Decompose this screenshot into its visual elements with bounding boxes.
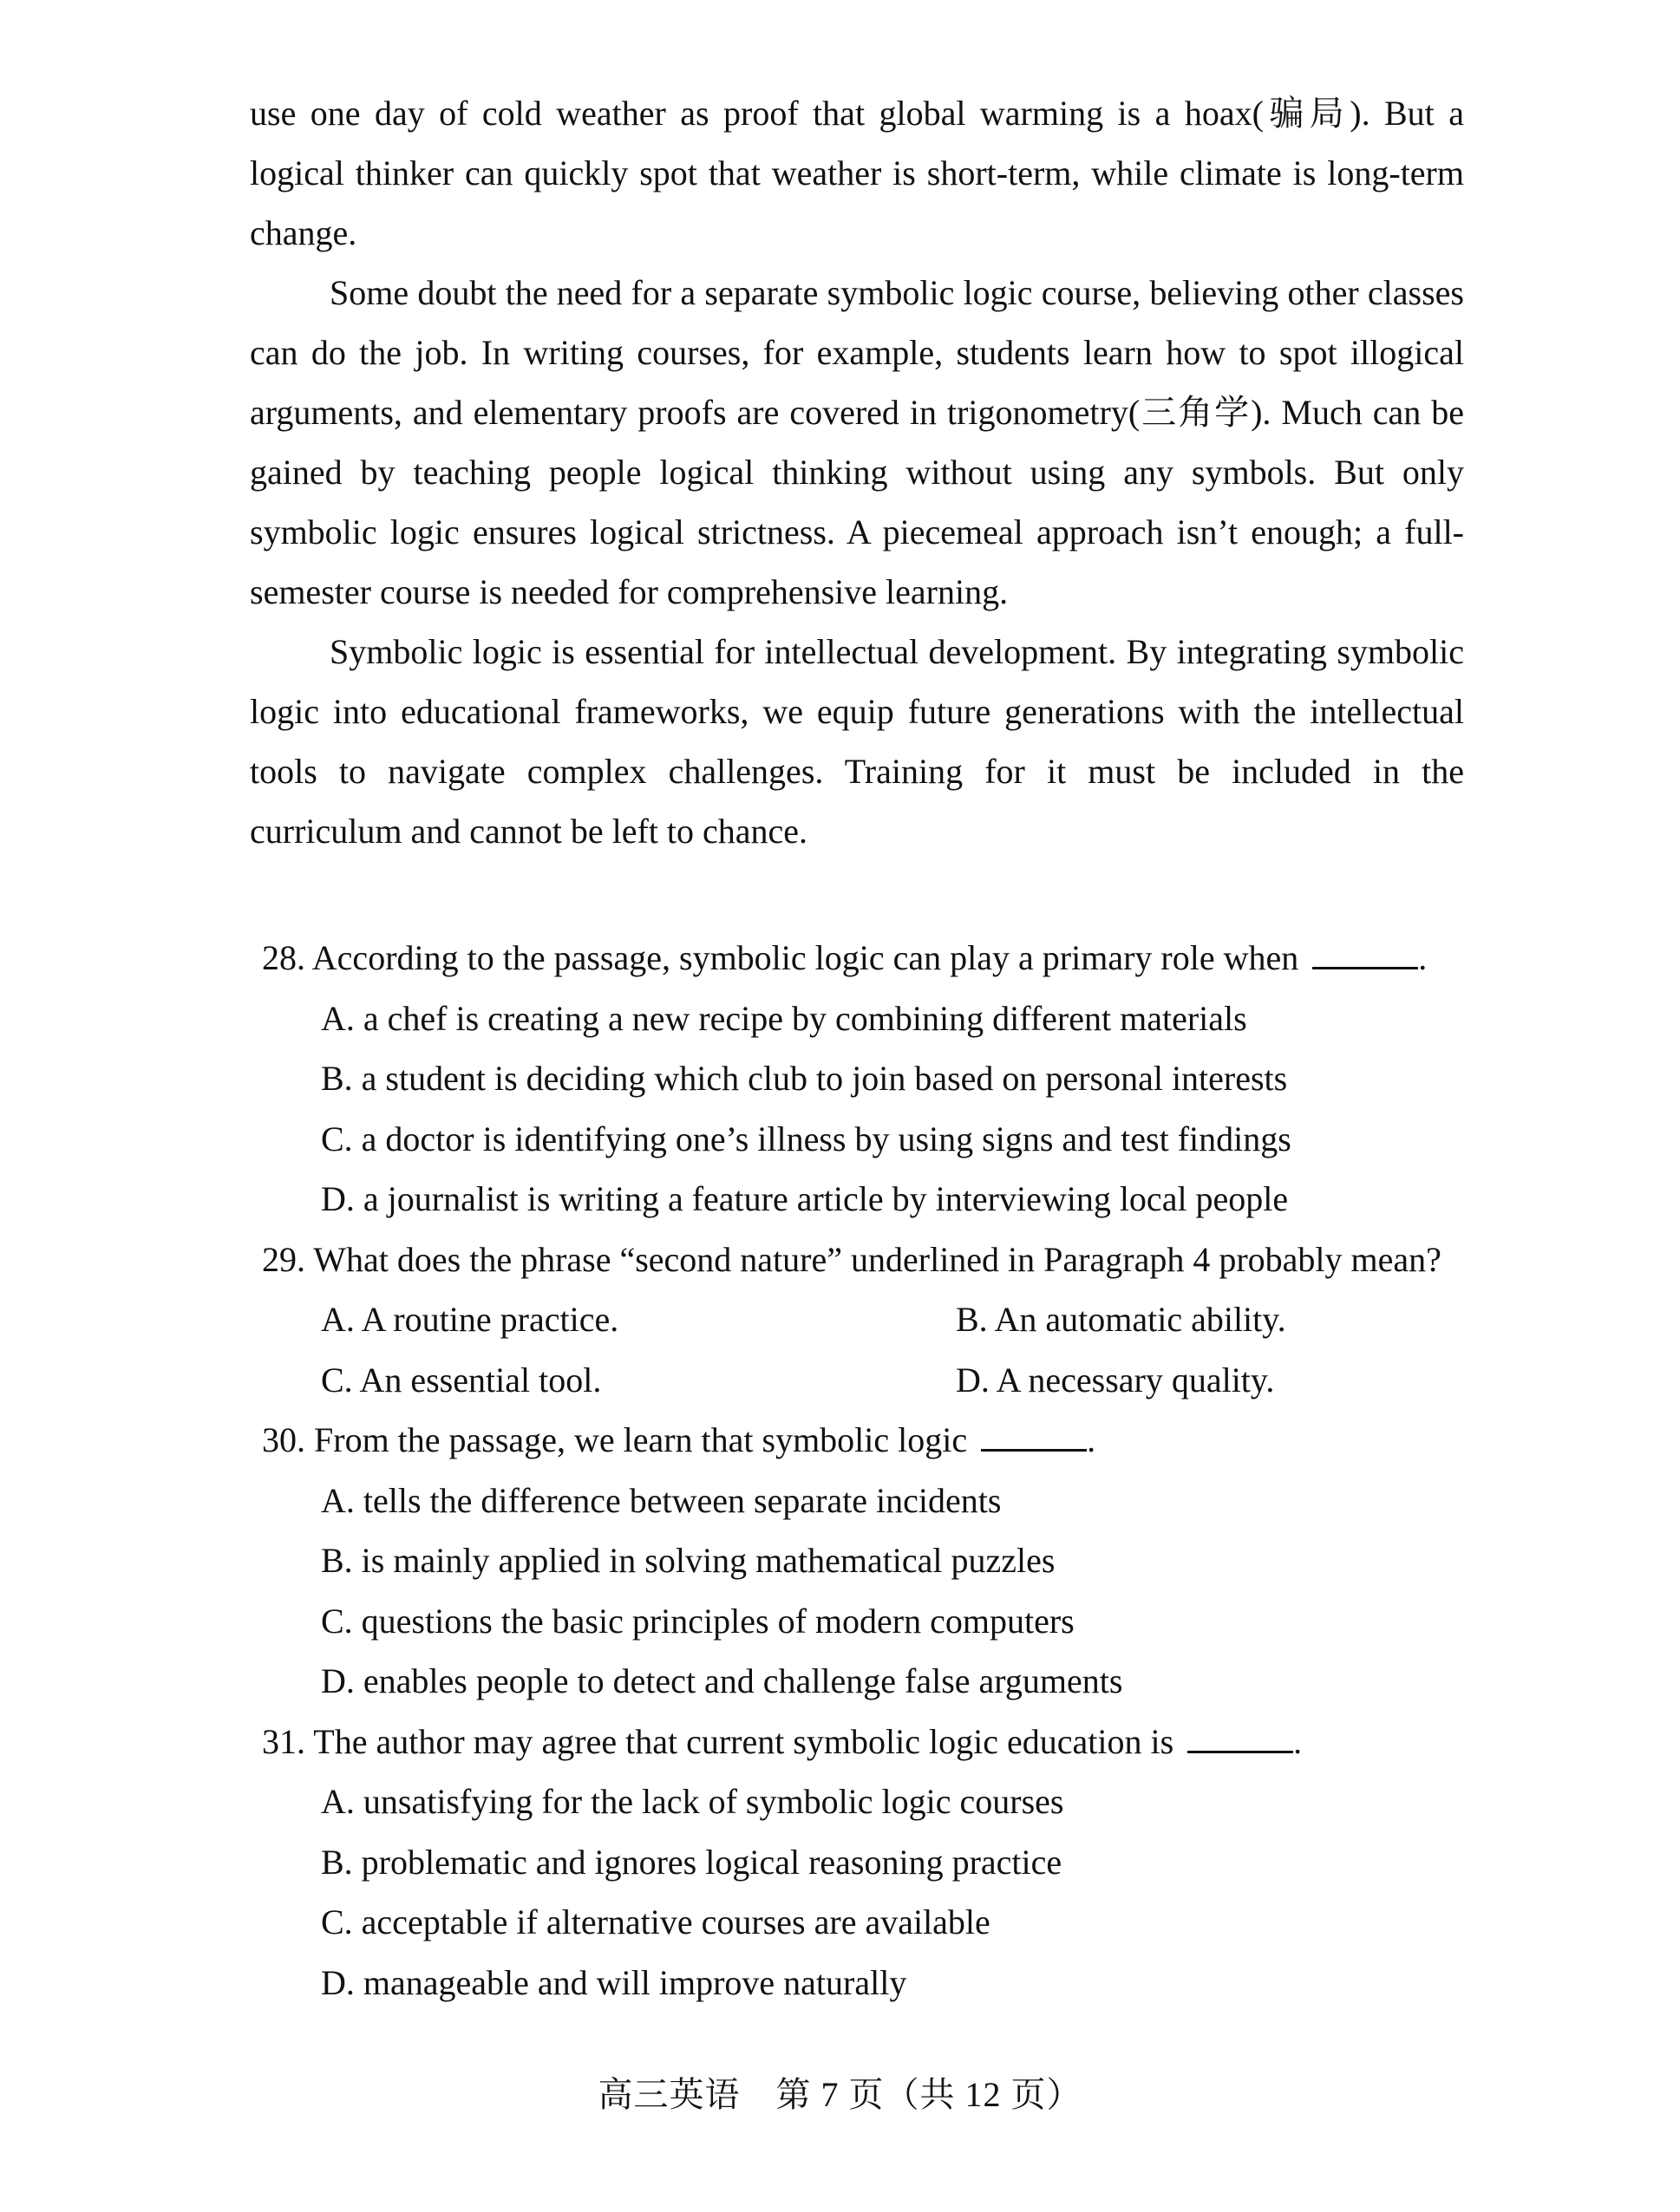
answer-blank <box>1187 1742 1293 1753</box>
option-b: B. An automatic ability. <box>956 1300 1286 1339</box>
answer-blank <box>981 1440 1087 1452</box>
option-c: C. a doctor is identifying one’s illness by using signs and test findings <box>321 1119 1291 1158</box>
passage-paragraph: Some doubt the need for a separate symbolic logic course, believing other classes can do the job. In writing courses, for example, students learn how to spot illogical arguments, and elementary proofs are covered in trigonometry(三角学). Much can be gained by teaching people logical thinking without using any symbols. But only symbolic logic ensures logical strictness. A piecemeal approach isn’t enough; a full-semester course is needed for comprehensive learning. <box>250 273 1464 611</box>
option-d: D. a journalist is writing a feature article by interviewing local people <box>321 1179 1289 1218</box>
option-b: B. problematic and ignores logical reasoning practice <box>321 1842 1062 1882</box>
question-stem: 28. According to the passage, symbolic logic can play a primary role when . <box>262 938 1428 977</box>
option-c: C. questions the basic principles of modern computers <box>321 1601 1075 1641</box>
reading-passage <box>250 83 1464 861</box>
option-d: D. A necessary quality. <box>956 1360 1275 1400</box>
option-a: A. unsatisfying for the lack of symbolic logic courses <box>321 1782 1064 1821</box>
page-footer: 高三英语 第 7 页（共 12 页） <box>598 2075 1082 2114</box>
option-b: B. a student is deciding which club to join based on personal interests <box>321 1059 1288 1098</box>
question-list <box>262 928 1494 2013</box>
option-a: A. a chef is creating a new recipe by combining different materials <box>321 998 1247 1038</box>
question-stem: 30. From the passage, we learn that symbolic logic . <box>262 1420 1096 1459</box>
option-d: D. enables people to detect and challenge false arguments <box>321 1661 1123 1700</box>
option-a: A. tells the difference between separate incidents <box>321 1480 1002 1520</box>
passage-paragraph: use one day of cold weather as proof that global warming is a hoax(骗局). But a logical thinker can quickly spot that weather is short-term, while climate is long-term change. <box>250 94 1464 252</box>
question-stem: 29. What does the phrase “second nature” underlined in Paragraph 4 probably mean? <box>262 1239 1441 1279</box>
question-stem: 31. The author may agree that current symbolic logic education is . <box>262 1721 1303 1761</box>
answer-blank <box>1312 958 1418 969</box>
option-a: A. A routine practice. <box>321 1300 619 1339</box>
option-grid <box>262 1289 1494 1410</box>
option-c: C. acceptable if alternative courses are available <box>321 1902 990 1941</box>
option-d: D. manageable and will improve naturally <box>321 1962 907 2002</box>
option-b: B. is mainly applied in solving mathematical puzzles <box>321 1541 1056 1580</box>
question-29 <box>262 1230 1494 1411</box>
question-30 <box>262 1410 1494 1712</box>
question-31 <box>262 1712 1494 2013</box>
passage-paragraph: Symbolic logic is essential for intellectual development. By integrating symbolic logic into educational frameworks, we equip future generations with the intellectual tools to navigate complex challenges. Training for it must be included in the curriculum and cannot be left to chance. <box>250 632 1464 851</box>
question-28 <box>262 928 1494 1230</box>
option-c: C. An essential tool. <box>321 1360 602 1400</box>
